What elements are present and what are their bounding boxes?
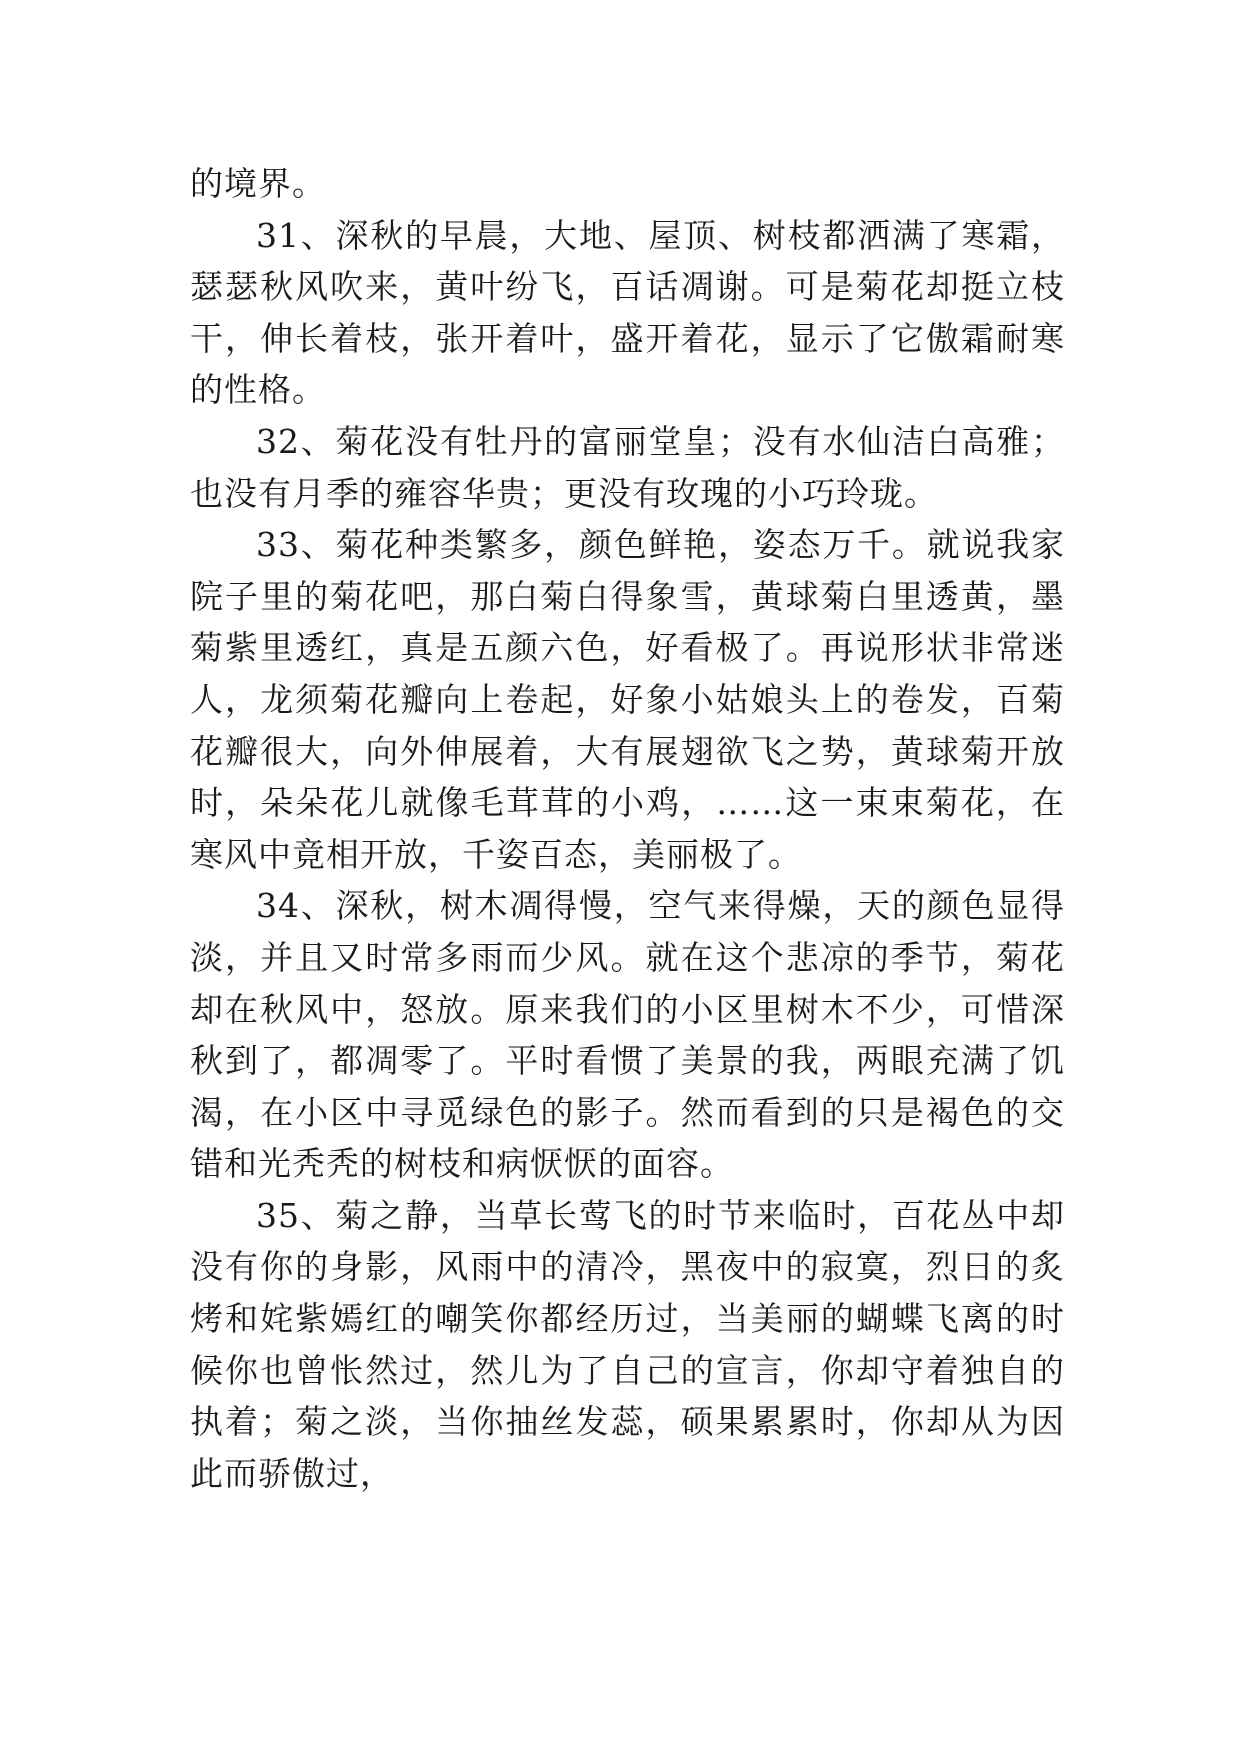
- paragraph-continuation: 的境界。: [190, 164, 326, 203]
- paragraph-35: 35、菊之静，当草长莺飞的时节来临时，百花丛中却没有你的身影，风雨中的清冷，黑夜中的寂寞，烈日的炙烤和姹紫嫣红的嘲笑你都经历过，当美丽的蝴蝶飞离的时候你也曾怅然过，然儿为了自己的宣言，你却守着独自的执着；菊之淡，当你抽丝发蕊，硕果累累时，你却从为因此而骄傲过，: [190, 1195, 1065, 1493]
- paragraph-34: 34、深秋，树木凋得慢，空气来得燥，天的颜色显得淡，并且又时常多雨而少风。就在这个悲凉的季节，菊花却在秋风中，怒放。原来我们的小区里树木不少，可惜深秋到了，都凋零了。平时看惯了美景的我，两眼充满了饥渴，在小区中寻觅绿色的影子。然而看到的只是褐色的交错和光秃秃的树枝和病恹恹的面容。: [190, 886, 1065, 1184]
- document-body: [190, 158, 1065, 1499]
- paragraph-31: 31、深秋的早晨，大地、屋顶、树枝都洒满了寒霜，瑟瑟秋风吹来，黄叶纷飞，百话凋谢。可是菊花却挺立枝干，伸长着枝，张开着叶，盛开着花，显示了它傲霜耐寒的性格。: [190, 215, 1065, 410]
- paragraph-32: 32、菊花没有牡丹的富丽堂皇；没有水仙洁白高雅；也没有月季的雍容华贵；更没有玫瑰的小巧玲珑。: [190, 421, 1065, 513]
- paragraph-33: 33、菊花种类繁多，颜色鲜艳，姿态万千。就说我家院子里的菊花吧，那白菊白得象雪，黄球菊白里透黄，墨菊紫里透红，真是五颜六色，好看极了。再说形状非常迷人，龙须菊花瓣向上卷起，好象小姑娘头上的卷发，百菊花瓣很大，向外伸展着，大有展翅欲飞之势，黄球菊开放时，朵朵花儿就像毛茸茸的小鸡，……这一束束菊花，在寒风中竟相开放，千姿百态，美丽极了。: [190, 525, 1065, 874]
